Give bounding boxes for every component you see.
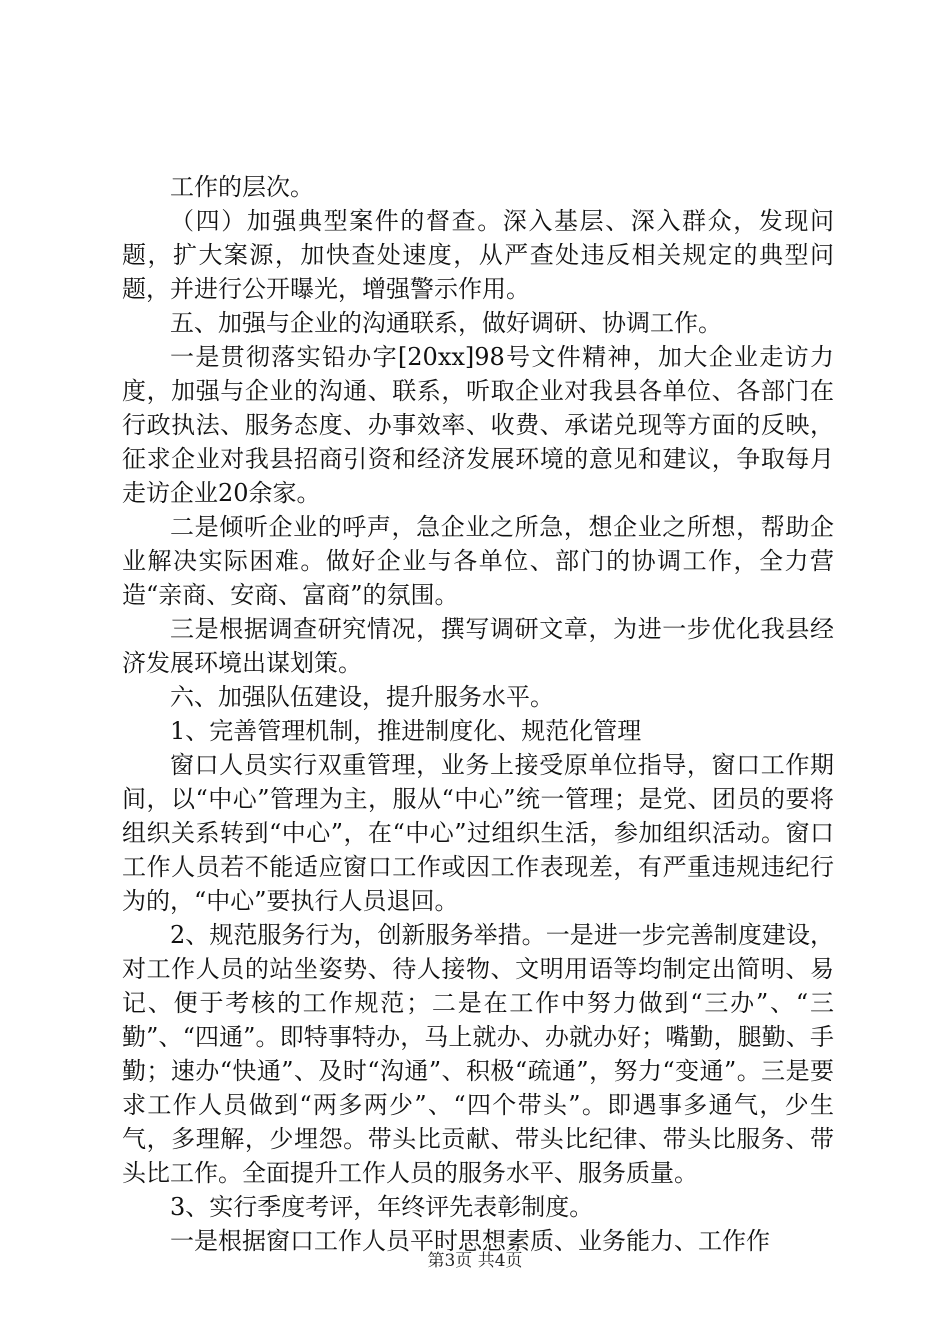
paragraph: 窗口人员实行双重管理，业务上接受原单位指导，窗口工作期间，以“中心”管理为主，服从“中心”统一管理；是党、团员的要将组织关系转到“中心”，在“中心”过组织生活，参加组织活动。窗口工作人员若不能适应窗口工作或因工作表现差，有严重违规违纪行为的，“中心”要执行人员退回。 (122, 751, 834, 915)
page-footer (0, 1246, 950, 1271)
paragraph: 一是根据窗口工作人员平时思想素质、业务能力、工作作 (170, 1227, 770, 1255)
paragraph: 2、规范服务行为，创新服务举措。一是进一步完善制度建设，对工作人员的站坐姿势、待人接物、文明用语等均制定出简明、易记、便于考核的工作规范；二是在工作中努力做到“三办”、“三勤”、“四通”。即特事特办，马上就办、办就办好；嘴勤，腿勤、手勤；速办“快通”、及时“沟通”、积极“疏通”，努力“变通”。三是要求工作人员做到“两多两少”、“四个带头”。即遇事多通气，少生气，多理解，少埋怨。带头比贡献、带头比纪律、带头比服务、带头比工作。全面提升工作人员的服务水平、服务质量。 (122, 921, 834, 1187)
paragraph: 工作的层次。 (170, 173, 314, 201)
subsection-heading: 3、实行季度考评，年终评先表彰制度。 (170, 1193, 594, 1221)
paragraph: （四）加强典型案件的督查。深入基层、深入群众，发现问题，扩大案源，加快查处速度，从严查处违反相关规定的典型问题，并进行公开曝光，增强警示作用。 (122, 207, 834, 303)
subsection-heading: 1、完善管理机制，推进制度化、规范化管理 (170, 717, 642, 745)
section-heading: 五、加强与企业的沟通联系，做好调研、协调工作。 (170, 309, 722, 337)
paragraph: 一是贯彻落实铅办字[20xx]98号文件精神，加大企业走访力度，加强与企业的沟通、联系，听取企业对我县各单位、各部门在行政执法、服务态度、办事效率、收费、承诺兑现等方面的反映，征求企业对我县招商引资和经济发展环境的意见和建议，争取每月走访企业20余家。 (122, 343, 834, 507)
document-body (122, 170, 834, 1258)
paragraph: 三是根据调查研究情况，撰写调研文章，为进一步优化我县经济发展环境出谋划策。 (122, 615, 834, 677)
page-number: 第3页 共4页 (427, 1251, 523, 1271)
paragraph: 二是倾听企业的呼声，急企业之所急，想企业之所想，帮助企业解决实际困难。做好企业与各单位、部门的协调工作，全力营造“亲商、安商、富商”的氛围。 (122, 513, 834, 609)
section-heading: 六、加强队伍建设，提升服务水平。 (170, 683, 554, 711)
